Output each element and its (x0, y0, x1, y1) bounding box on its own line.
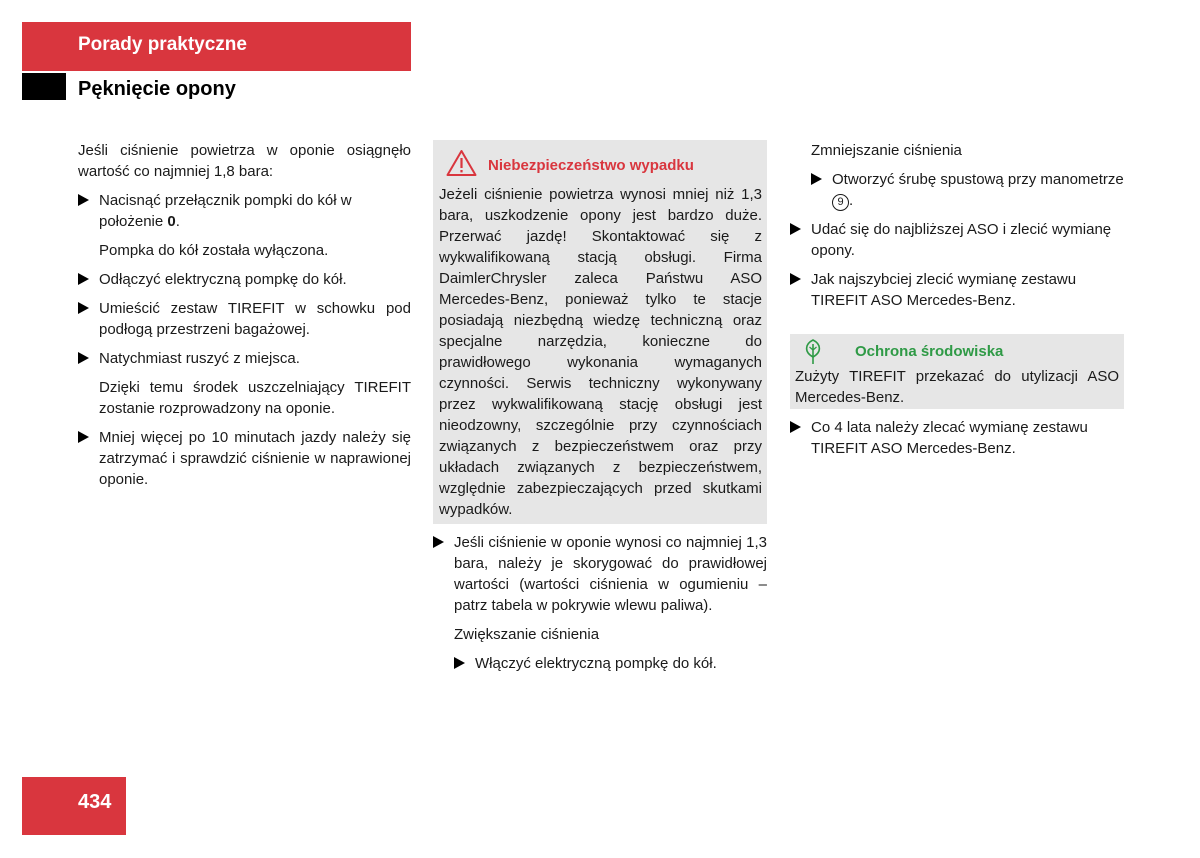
environment-header (790, 334, 1124, 366)
bullet-triangle-icon (78, 194, 89, 206)
sub-heading: Zwiększanie ciśnienia (454, 626, 600, 643)
bullet-triangle-icon (790, 421, 801, 433)
instruction-text: Otworzyć śrubę spustową przy manometrze (832, 171, 1124, 188)
instruction-text: Umieścić zestaw TIREFIT w schowku pod podłogą przestrzeni bagażowej. (99, 300, 411, 338)
instruction-text: Co 4 lata należy zlecać wymianę zestawu TIREFIT ASO Mercedes-Benz. (811, 419, 1088, 457)
instruction-visit-aso (790, 219, 1124, 261)
environment-box (790, 334, 1124, 409)
environment-text: Zużyty TIREFIT przekazać do utylizacji ASO Mercedes-Benz. (795, 368, 1119, 406)
bullet-triangle-icon (78, 352, 89, 364)
bullet-triangle-icon (78, 273, 89, 285)
bullet-triangle-icon (78, 302, 89, 314)
bullet-triangle-icon (433, 536, 444, 548)
section-header-bar (22, 22, 411, 71)
bullet-triangle-icon (790, 273, 801, 285)
instruction-text: Odłączyć elektryczną pompkę do kół. (99, 271, 347, 288)
instruction-text: Natychmiast ruszyć z miejsca. (99, 350, 300, 367)
instruction-open-valve (811, 169, 1124, 211)
bullet-triangle-icon (790, 223, 801, 235)
decrease-pressure-section (790, 140, 1124, 211)
page-number: 434 (78, 791, 112, 813)
page-number-box (22, 777, 126, 835)
warning-text: Jeżeli ciśnienie powietrza wynosi mniej niż 1,3 bara, uszkodzenie opony jest bardzo duże. Przerwać jazdę! Skontaktować się z wykwalifikowaną stacją obsługi. Firma DaimlerChrysler zaleca Państwu ASO Mercedes-Benz, ponieważ tylko te stacje posiadają niezbędną wiedzę techniczną oraz specjalne narzędzia, konieczne do prawidłowego wykonania wymaganych czynności. Serwis techniczny wykonywany przez wykwalifikowaną stację obsługi jest nieodzowny, szczególnie przy czynnościach związanych z bezpieczeństwem oraz przy układach związanych z bezpieczeństwem, względnie zabezpieczających przed skutkami wypadków. (439, 186, 762, 518)
chapter-marker (22, 73, 66, 100)
instruction-turn-on-pump (454, 653, 767, 674)
warning-header (433, 140, 767, 180)
intro-paragraph: Jeśli ciśnienie powietrza w oponie osiągnęło wartość co najmniej 1,8 bara: (78, 142, 411, 180)
instruction-text: Włączyć elektryczną pompkę do kół. (475, 655, 717, 672)
instruction-replace-kit (790, 269, 1124, 311)
section-title: Porady praktyczne (78, 34, 247, 55)
instruction-end: . (849, 192, 854, 209)
instruction-replace-every-4-years (790, 417, 1124, 459)
instruction-drive-off (78, 348, 411, 369)
instruction-correct-pressure (433, 532, 767, 616)
bullet-triangle-icon (454, 657, 465, 669)
warning-title: Niebezpieczeństwo wypadku (488, 157, 694, 174)
warning-triangle-icon (446, 149, 477, 183)
bullet-triangle-icon (811, 173, 822, 185)
switch-position: 0 (167, 213, 176, 230)
page-title: Pęknięcie opony (78, 78, 236, 100)
instruction-store-tirefit (78, 298, 411, 340)
instruction-text: Udać się do najbliższej ASO i zlecić wymianę opony. (811, 221, 1112, 259)
result-note: Pompka do kół została wyłączona. (99, 242, 329, 259)
instruction-text: Nacisnąć przełącznik pompki do kół w położenie (99, 192, 352, 230)
environment-title: Ochrona środowiska (855, 343, 1004, 360)
reference-number-badge: 9 (832, 194, 849, 211)
instruction-check-pressure (78, 427, 411, 490)
instruction-text: Mniej więcej po 10 minutach jazdy należy się zatrzymać i sprawdzić ciśnienie w naprawionej oponie. (99, 429, 411, 488)
bullet-triangle-icon (78, 431, 89, 443)
instruction-end: . (175, 213, 180, 230)
instruction-disconnect-pump (78, 269, 411, 290)
column-left (78, 140, 411, 490)
warning-box (433, 140, 767, 524)
instruction-text: Jeśli ciśnienie w oponie wynosi co najmniej 1,3 bara, należy je skorygować do prawidłowej wartości (wartości ciśnienia w ogumieniu – patrz tabela w pokrywie wlewu paliwa). (454, 534, 767, 614)
column-middle (433, 140, 767, 674)
result-note: Dzięki temu środek uszczelniający TIREFIT zostanie rozprowadzony na oponie. (99, 379, 411, 417)
increase-pressure-section (433, 624, 767, 674)
sub-heading: Zmniejszanie ciśnienia (811, 142, 962, 159)
column-right (790, 140, 1124, 459)
instruction-switch-pump (78, 190, 411, 232)
leaf-icon (800, 338, 826, 372)
instruction-text: Jak najszybciej zlecić wymianę zestawu TIREFIT ASO Mercedes-Benz. (811, 271, 1077, 309)
